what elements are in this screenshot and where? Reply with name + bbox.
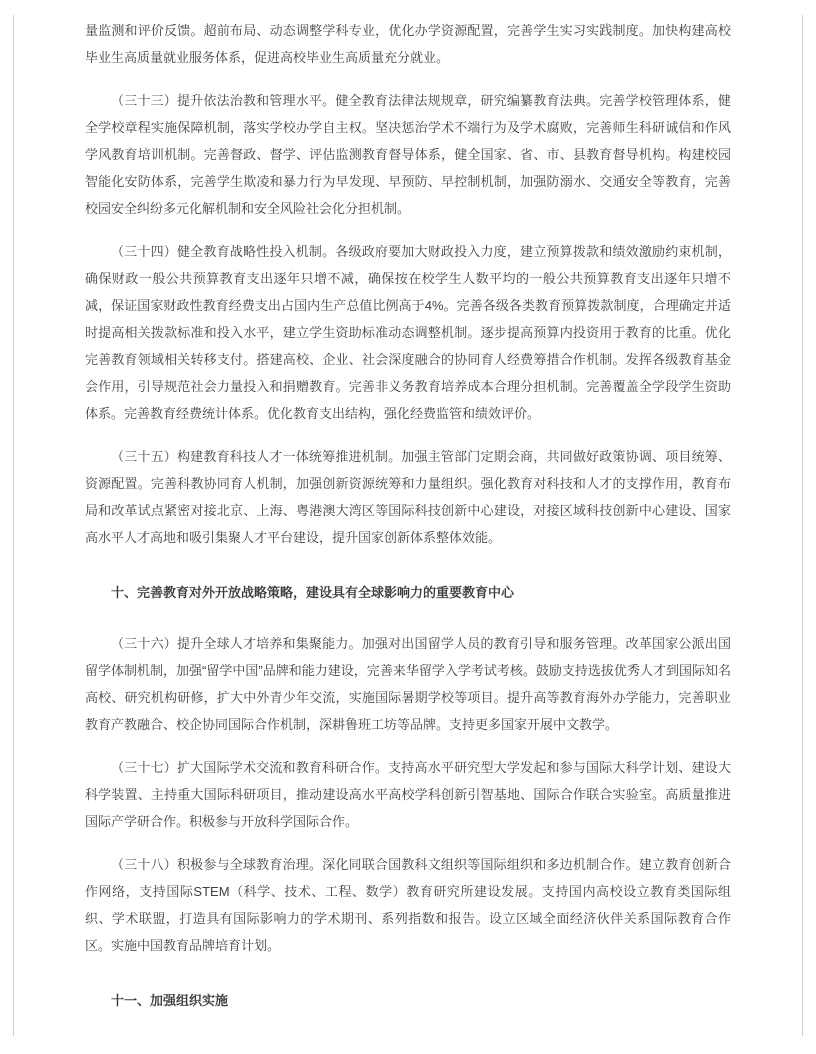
paragraph-38: （三十八）积极参与全球教育治理。深化同联合国教科文组织等国际组织和多边机制合作。建立教育创新合作网络，支持国际STEM（科学、技术、工程、数学）教育研究所建设发展。支持国内高校设立教育类国际组织、学术联盟，打造具有国际影响力的学术期刊、系列指数和报告。设立区域全面经济伙伴关系国际教育合作区。实施中国教育品牌培育计划。 xyxy=(85,857,731,953)
paragraph-continuation: 量监测和评价反馈。超前布局、动态调整学科专业，优化办学资源配置，完善学生实习实践制度。加快构建高校毕业生高质量就业服务体系，促进高校毕业生高质量充分就业。 xyxy=(85,23,731,65)
paragraph-34: （三十四）健全教育战略性投入机制。各级政府要加大财政投入力度，建立预算拨款和绩效激励约束机制，确保财政一般公共预算教育支出逐年只增不减，确保按在校学生人数平均的一般公共预算教育支出逐年只增不减，保证国家财政性教育经费支出占国内生产总值比例高于4%。完善各级各类教育预算拨款制度，合理确定并适时提高相关拨款标准和投入水平，建立学生资助标准动态调整机制。逐步提高预算内投资用于教育的比重。优化完善教育领域相关转移支付。搭建高校、企业、社会深度融合的协同育人经费筹措合作机制。发挥各级教育基金会作用，引导规范社会力量投入和捐赠教育。完善非义务教育培养成本合理分担机制。完善覆盖全学段学生资助体系。完善教育经费统计体系。优化教育支出结构，强化经费监管和绩效评价。 xyxy=(85,244,731,421)
section-heading-10: 十、完善教育对外开放战略策略，建设具有全球影响力的重要教育中心 xyxy=(111,585,515,600)
paragraph-35: （三十五）构建教育科技人才一体统筹推进机制。加强主管部门定期会商，共同做好政策协调、项目统筹、资源配置。完善科教协同育人机制，加强创新资源统筹和力量组织。强化教育对科技和人才的支撑作用，教育布局和改革试点紧密对接北京、上海、粤港澳大湾区等国际科技创新中心建设，对接区域科技创新中心建设、国家高水平人才高地和吸引集聚人才平台建设，提升国家创新体系整体效能。 xyxy=(85,449,731,545)
document-page xyxy=(13,15,803,1036)
paragraph-36: （三十六）提升全球人才培养和集聚能力。加强对出国留学人员的教育引导和服务管理。改革国家公派出国留学体制机制，加强“留学中国”品牌和能力建设，完善来华留学入学考试考核。鼓励支持选拔优秀人才到国际知名高校、研究机构研修，扩大中外青少年交流，实施国际暑期学校等项目。提升高等教育海外办学能力，完善职业教育产教融合、校企协同国际合作机制，深耕鲁班工坊等品牌。支持更多国家开展中文教学。 xyxy=(85,636,731,732)
document-content xyxy=(85,17,731,1014)
paragraph-37: （三十七）扩大国际学术交流和教育科研合作。支持高水平研究型大学发起和参与国际大科学计划、建设大科学装置、主持重大国际科研项目，推动建设高水平高校学科创新引智基地、国际合作联合实验室。高质量推进国际产学研合作。积极参与开放科学国际合作。 xyxy=(85,760,731,829)
section-heading-11: 十一、加强组织实施 xyxy=(111,993,229,1008)
paragraph-33: （三十三）提升依法治教和管理水平。健全教育法律法规规章，研究编纂教育法典。完善学校管理体系，健全学校章程实施保障机制，落实学校办学自主权。坚决惩治学术不端行为及学术腐败，完善师生科研诚信和作风学风教育培训机制。完善督政、督学、评估监测教育督导体系，健全国家、省、市、县教育督导机构。构建校园智能化安防体系，完善学生欺凌和暴力行为早发现、早预防、早控制机制，加强防溺水、交通安全等教育，完善校园安全纠纷多元化解机制和安全风险社会化分担机制。 xyxy=(85,93,731,216)
